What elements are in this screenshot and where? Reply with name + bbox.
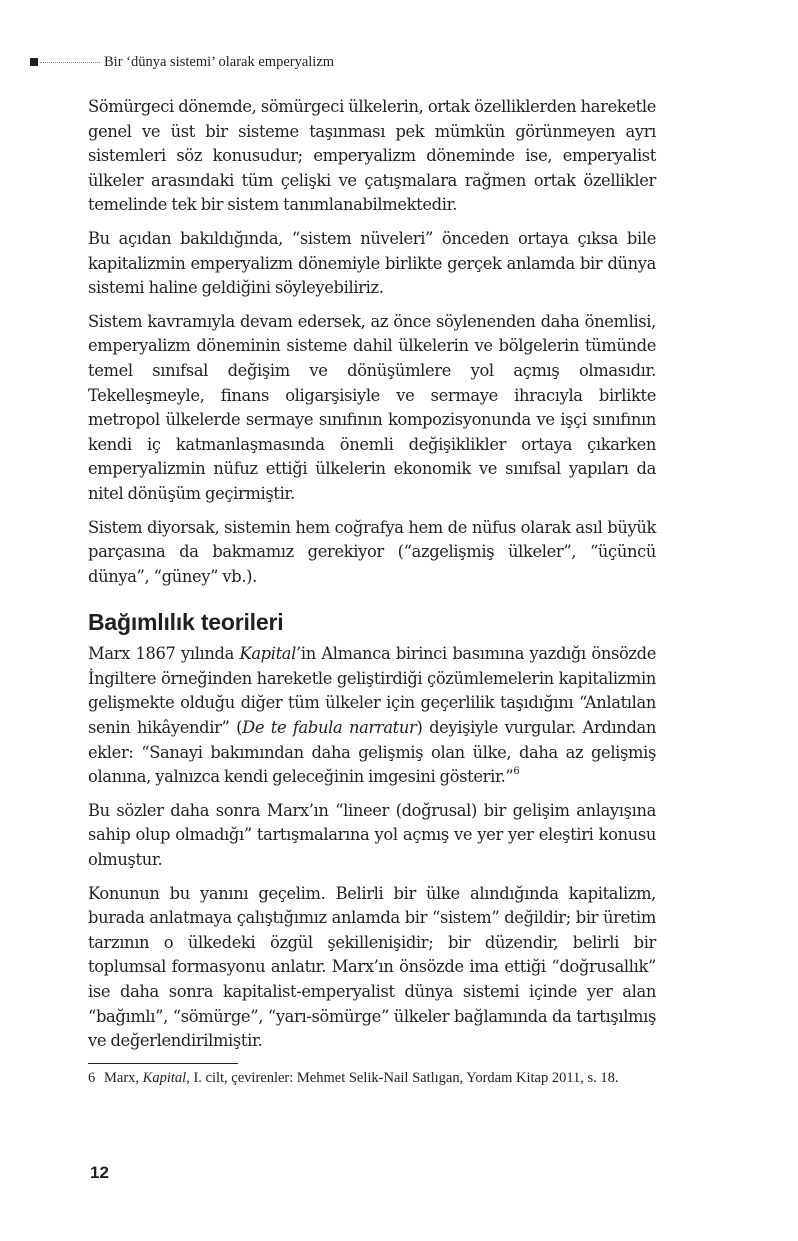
text-run: ) deyişiyle vurgular. Ardından ekler: “Sanayi bakımından daha gelişmiş olan ülke, daha az gelişmiş olanına, yalnızca kendi geleceğinin imgesini gösterir.” <box>88 718 657 787</box>
footnote <box>88 1069 656 1088</box>
paragraph: Konunun bu yanını geçelim. Belirli bir ülke alındığında kapitalizm, burada anlatmaya çalıştığımız anlamda bir “sistem” değildir; bir üretim tarzının o ülkedeki özgül şekillenişidir; bir düzendir, belirli bir toplumsal formasyonu anlatır. Marx’ın önsözde ima ettiği “doğrusallık” ise daha sonra kapitalist-emperyalist dünya sistemi içinde yer alan “bağımlı”, “sömürge”, “yarı-sömürge” ülkeler bağlamında da tartışılmış ve değerlendirilmiştir. <box>88 883 656 1051</box>
page-number: 12 <box>90 1163 109 1182</box>
paragraph: Sömürgeci dönemde, sömürgeci ülkelerin, ortak özelliklerden hareketle genel ve üst bir sisteme taşınması pek mümkün görünmeyen ayrı sistemleri söz konusudur; emperyalizm döneminde ise, emperyalist ülkeler arasındaki tüm çelişki ve çatışmalara rağmen ortak özellikler temelinde tek bir sistem tanımlanabilmektedir. <box>88 97 656 215</box>
italic-latin-phrase: De te fabula narratur <box>242 718 417 738</box>
footnote-author: Marx, <box>104 1069 143 1086</box>
paragraph: Sistem kavramıyla devam edersek, az önce söylenenden daha önemlisi, emperyalizm döneminin sisteme dahil ülkelerin ve bölgelerin tümünde temel sınıfsal değişim ve dönüşümlere yol açmış olmasıdır. Tekelleşmeyle, finans oligarşisiyle ve sermaye ihracıyla birlikte metropol ülkelerde sermaye sınıfının kompozisyonunda ve işçi sınıfının kendi iç katmanlaşmasında önemli değişiklikler ortaya çıkarken emperyalizmin nüfuz ettiği ülkelerin ekonomik ve sınıfsal yapıları da nitel dönüşüm geçirmiştir. <box>88 311 656 503</box>
running-head-title: Bir ‘dünya sistemi’ olarak emperyalizm <box>104 53 335 70</box>
footnote-details: , I. cilt, çevirenler: Mehmet Selik-Nail Satlıgan, Yordam Kitap 2011, s. 18. <box>186 1069 619 1086</box>
running-head <box>30 53 334 71</box>
italic-book-title: Kapital <box>239 644 297 664</box>
footnote-text <box>104 1069 656 1088</box>
footnote-book-title: Kapital <box>142 1069 187 1086</box>
text-run: ’in Almanca birinci basımına yazdığı önsözde İngiltere örneğinden hareketle geliştirdiği çözümlemelerin kapitalizmin gelişmekte olduğu diğer tüm ülkeler için geçerlilik taşıdığını “Anlatılan senin hikâyendir” ( <box>88 644 656 738</box>
page-body <box>88 95 656 1088</box>
footnote-number: 6 <box>88 1069 96 1086</box>
paragraph: Sistem diyorsak, sistemin hem coğrafya hem de nüfus olarak asıl büyük parçasına da bakmamız gerekiyor (“azgelişmiş ülkeler”, “üçüncü dünya”, “güney” vb.). <box>88 517 656 586</box>
section-heading: Bağımlılık teorileri <box>88 609 284 636</box>
footnote-separator <box>88 1063 238 1064</box>
text-run: Marx 1867 yılında <box>88 644 240 664</box>
paragraph: Bu sözler daha sonra Marx’ın “lineer (doğrusal) bir gelişim anlayışına sahip olup olmadığı” tartışmalarına yol açmış ve yer yer eleştiri konusu olmuştur. <box>88 800 656 870</box>
paragraph: Bu açıdan bakıldığında, “sistem nüveleri” önceden ortaya çıksa bile kapitalizmin emperyalizm dönemiyle birlikte gerçek anlamda bir dünya sistemi haline geldiğini söyleyebiliriz. <box>88 228 656 298</box>
marx-paragraph <box>88 642 656 790</box>
header-square-marker <box>30 58 38 66</box>
header-dotted-leader <box>40 62 100 63</box>
footnote-reference[interactable]: 6 <box>513 765 520 777</box>
